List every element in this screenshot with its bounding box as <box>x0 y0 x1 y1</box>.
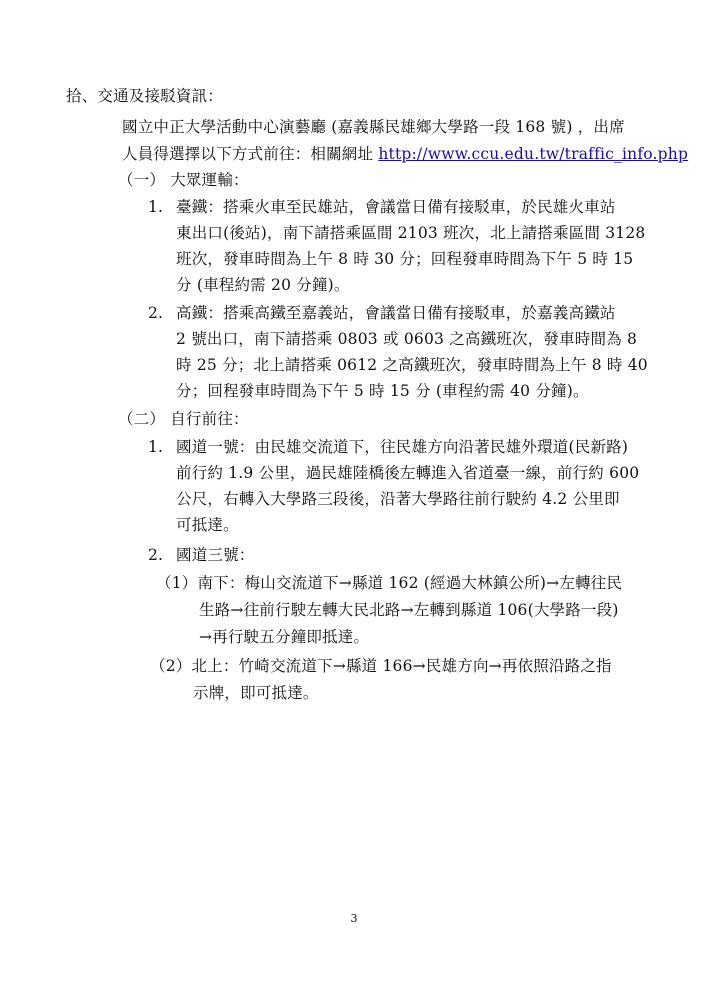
freeway1-text-line: 前行約 1.9 公里，過民雄陸橋後左轉進入省道臺一線，前行約 600 <box>176 464 640 482</box>
list-number: 2. <box>148 304 164 322</box>
freeway3-north-line: 示牌，即可抵達。 <box>193 684 319 702</box>
freeway3-title: 國道三號： <box>176 546 255 564</box>
freeway3-north-line: （2）北上：竹崎交流道下→縣道 166→民雄方向→再依照沿路之指 <box>150 657 612 675</box>
freeway1-text-line: 國道一號：由民雄交流道下，往民雄方向沿著民雄外環道(民新路) <box>176 438 629 456</box>
hsr-text-line: 2 號出口，南下請搭乘 0803 或 0603 之高鐵班次，發車時間為 8 <box>176 330 638 348</box>
intro-text: 人員得選擇以下方式前往：相關網址 <box>122 145 379 163</box>
freeway1-text-line: 可抵達。 <box>176 516 239 534</box>
self-drive-heading: （二） 自行前往： <box>118 410 249 428</box>
rail-text-line: 班次，發車時間為上午 8 時 30 分；回程發車時間為下午 5 時 15 <box>176 250 634 268</box>
hsr-text-line: 高鐵：搭乘高鐵至嘉義站，會議當日備有接駁車，於嘉義高鐵站 <box>176 304 616 322</box>
intro-line <box>122 144 688 164</box>
public-transport-heading: （一） 大眾運輸： <box>118 171 249 189</box>
page-number: 3 <box>350 912 358 925</box>
rail-text-line: 臺鐵：搭乘火車至民雄站，會議當日備有接駁車，於民雄火車站 <box>176 198 616 216</box>
freeway3-south-line: （1）南下：梅山交流道下→縣道 162 (經過大林鎮公所)→左轉往民 <box>156 574 623 592</box>
freeway3-south-line: 生路→往前行駛左轉大民北路→左轉到縣道 106(大學路一段) <box>199 601 619 619</box>
list-number: 1. <box>148 198 164 216</box>
freeway1-text-line: 公尺，右轉入大學路三段後，沿著大學路往前行駛約 4.2 公里即 <box>176 490 620 508</box>
hsr-text-line: 時 25 分；北上請搭乘 0612 之高鐵班次，發車時間為上午 8 時 40 <box>176 356 648 374</box>
section-title: 拾、交通及接駁資訊： <box>66 87 224 105</box>
rail-text-line: 分 (車程約需 20 分鐘)。 <box>176 276 350 294</box>
rail-text-line: 東出口(後站)，南下請搭乘區間 2103 班次，北上請搭乘區間 3128 <box>176 224 646 242</box>
hsr-text-line: 分；回程發車時間為下午 5 時 15 分 (車程約需 40 分鐘)。 <box>176 382 589 400</box>
list-number: 1. <box>148 438 164 456</box>
list-number: 2. <box>148 546 164 564</box>
intro-line: 國立中正大學活動中心演藝廳 (嘉義縣民雄鄉大學路一段 168 號) ，出席 <box>122 118 625 136</box>
freeway3-south-line: →再行駛五分鐘即抵達。 <box>199 628 370 646</box>
traffic-info-link[interactable]: http://www.ccu.edu.tw/traffic_info.php <box>378 145 689 163</box>
